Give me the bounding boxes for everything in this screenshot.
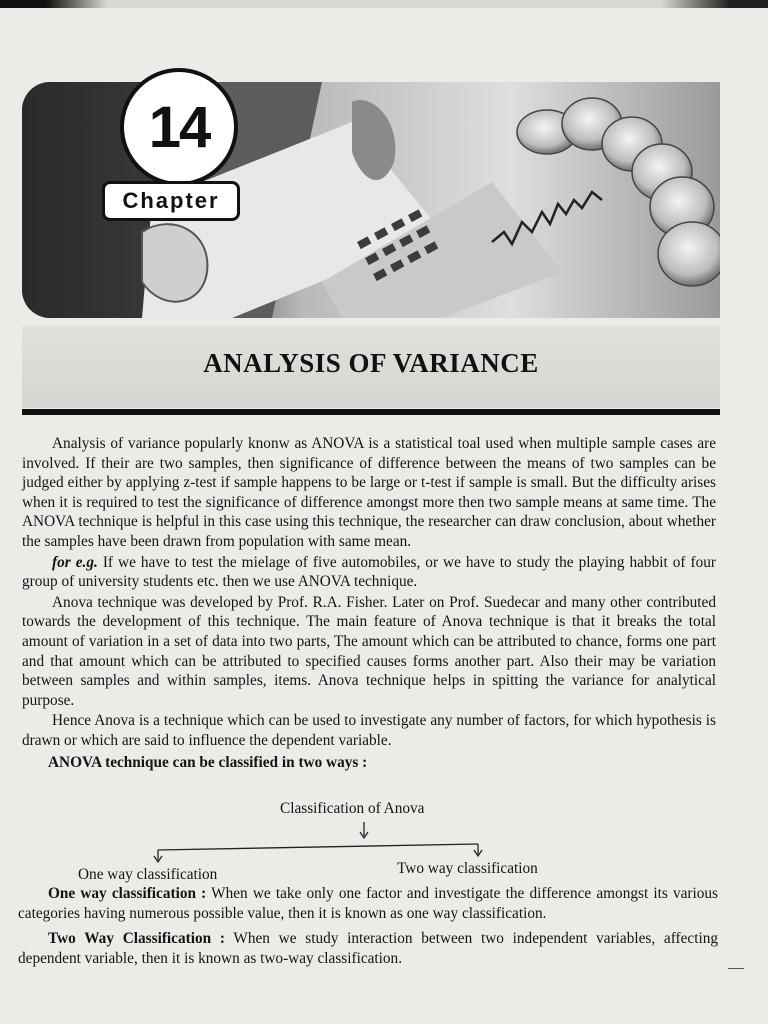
classification-heading: ANOVA technique can be classified in two ways :	[48, 753, 368, 771]
body-text	[22, 434, 716, 773]
chapter-label: Chapter	[102, 181, 240, 221]
paragraph-example	[22, 553, 716, 592]
two-way-text: When we study interaction between two independent variables, affecting dependent variable, then it is known as two-way classification.	[18, 930, 719, 967]
definition-one-way	[18, 884, 718, 923]
title-rule	[22, 409, 720, 415]
margin-mark	[728, 968, 744, 969]
example-text: If we have to test the mielage of five automobiles, or we have to study the playing habbit of four group of university students etc. then we use ANOVA technique.	[22, 553, 716, 591]
paragraph-history: Anova technique was developed by Prof. R.A. Fisher. Later on Prof. Suedecar and many other contributed towards the development of this technique. The main feature of Anova technique is that it breaks the total amount of variation in a set of data into two parts, The amount which can be attributed to chance, forms one part and that amount which can be attributed to specified causes forms another part. Also their may be variation between samples and within samples, items. Anova technique helps in spitting the variance for analytical purpose.	[22, 593, 716, 709]
definitions	[18, 884, 718, 968]
paragraph-conclusion: Hence Anova is a technique which can be used to investigate any number of factors, for which hypothesis is drawn or which are said to influence the dependent variable.	[22, 712, 716, 749]
paragraph-intro: Analysis of variance popularly knonw as ANOVA is a statistical toal used when multiple sample cases are involved. If their are two samples, then significance of difference between the means of two samples can be judged either by applying z-test if sample happens to be large or t-test if sample is small. But the difficulty arises when it is required to test the significance of difference amongst more then two sample means at same time. The ANOVA technique is helpful in this case using this technique, the researcher can draw conclusion, about whether the samples have been drawn from population with same mean.	[22, 435, 716, 550]
page-title: ANALYSIS OF VARIANCE	[203, 348, 539, 378]
one-way-term: One way classification :	[48, 885, 207, 902]
page-top-shadow	[0, 0, 768, 8]
two-way-term: Two Way Classification :	[48, 930, 225, 948]
diagram-node-one-way: One way classification	[78, 866, 218, 883]
classification-diagram	[22, 798, 722, 888]
example-lead: for e.g.	[52, 553, 98, 571]
chapter-number: 14	[148, 94, 210, 160]
definition-two-way	[18, 929, 718, 968]
one-way-text: When we take only one factor and investigate the difference amongst its various categories having numerous possible value, then it is known as one way classification.	[18, 885, 719, 922]
diagram-node-two-way: Two way classification	[397, 860, 538, 877]
chapter-number-badge	[120, 68, 238, 186]
diagram-root-node: Classification of Anova	[280, 800, 425, 817]
